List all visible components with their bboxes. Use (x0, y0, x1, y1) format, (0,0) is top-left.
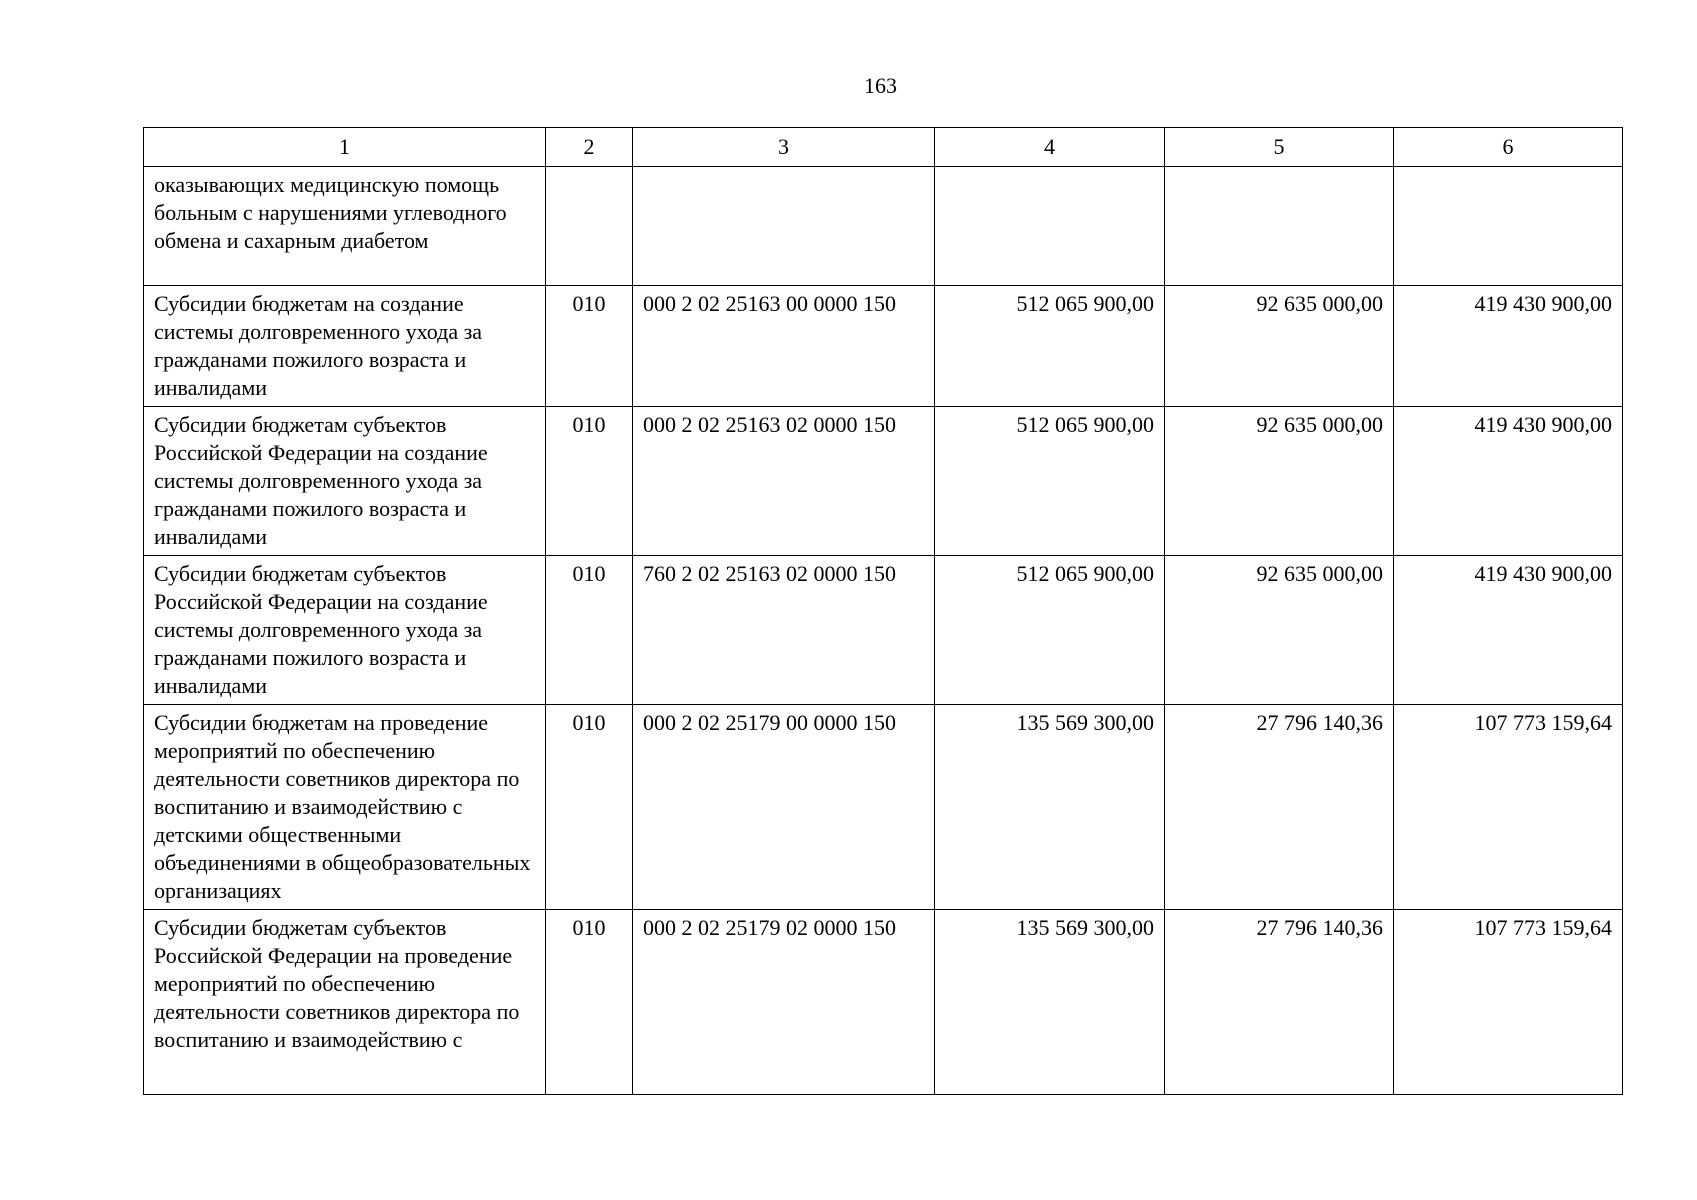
row-description: Субсидии бюджетам субъектов Российской Федерации на проведение мероприятий по обеспечению деятельности советников директора по воспитанию и взаимодействию с (144, 910, 546, 1095)
table-row (144, 286, 1623, 407)
row-classification-code: 000 2 02 25163 02 0000 150 (633, 407, 935, 556)
row-value-col5: 92 635 000,00 (1165, 286, 1394, 407)
row-description: Субсидии бюджетам на создание системы долговременного ухода за гражданами пожилого возраста и инвалидами (144, 286, 546, 407)
row-value-col6: 419 430 900,00 (1394, 556, 1623, 705)
page-number: 163 (864, 73, 897, 98)
table-row (144, 167, 1623, 286)
row-classification-code: 760 2 02 25163 02 0000 150 (633, 556, 935, 705)
row-value-col4 (935, 167, 1165, 286)
row-value-col4: 135 569 300,00 (935, 705, 1165, 910)
table-row (144, 556, 1623, 705)
row-value-col5: 27 796 140,36 (1165, 705, 1394, 910)
row-value-col4: 512 065 900,00 (935, 407, 1165, 556)
column-header-5: 5 (1165, 128, 1394, 167)
row-value-col6: 107 773 159,64 (1394, 910, 1623, 1095)
row-description: Субсидии бюджетам субъектов Российской Федерации на создание системы долговременного ухода за гражданами пожилого возраста и инвалидами (144, 556, 546, 705)
budget-table (143, 127, 1623, 1095)
row-description: Субсидии бюджетам на проведение мероприятий по обеспечению деятельности советников директора по воспитанию и взаимодействию с детскими общественными объединениями в общеобразовательных организациях (144, 705, 546, 910)
row-classification-code: 000 2 02 25163 00 0000 150 (633, 286, 935, 407)
column-header-3: 3 (633, 128, 935, 167)
column-header-1: 1 (144, 128, 546, 167)
row-description: Субсидии бюджетам субъектов Российской Федерации на создание системы долговременного ухода за гражданами пожилого возраста и инвалидами (144, 407, 546, 556)
row-description: оказывающих медицинскую помощь больным с нарушениями углеводного обмена и сахарным диабетом (144, 167, 546, 286)
column-header-4: 4 (935, 128, 1165, 167)
row-value-col4: 512 065 900,00 (935, 286, 1165, 407)
table-row (144, 407, 1623, 556)
row-classification-code: 000 2 02 25179 00 0000 150 (633, 705, 935, 910)
row-code: 010 (546, 286, 633, 407)
row-code: 010 (546, 407, 633, 556)
row-value-col6: 107 773 159,64 (1394, 705, 1623, 910)
table-row (144, 910, 1623, 1095)
column-header-6: 6 (1394, 128, 1623, 167)
row-value-col5: 92 635 000,00 (1165, 556, 1394, 705)
row-value-col6: 419 430 900,00 (1394, 286, 1623, 407)
row-value-col6 (1394, 167, 1623, 286)
table-header-row (144, 128, 1623, 167)
row-value-col5: 92 635 000,00 (1165, 407, 1394, 556)
row-code: 010 (546, 910, 633, 1095)
row-value-col5: 27 796 140,36 (1165, 910, 1394, 1095)
row-value-col6: 419 430 900,00 (1394, 407, 1623, 556)
row-code: 010 (546, 556, 633, 705)
row-classification-code: 000 2 02 25179 02 0000 150 (633, 910, 935, 1095)
row-code: 010 (546, 705, 633, 910)
row-value-col5 (1165, 167, 1394, 286)
row-value-col4: 512 065 900,00 (935, 556, 1165, 705)
row-code (546, 167, 633, 286)
row-value-col4: 135 569 300,00 (935, 910, 1165, 1095)
row-classification-code (633, 167, 935, 286)
table-row (144, 705, 1623, 910)
column-header-2: 2 (546, 128, 633, 167)
